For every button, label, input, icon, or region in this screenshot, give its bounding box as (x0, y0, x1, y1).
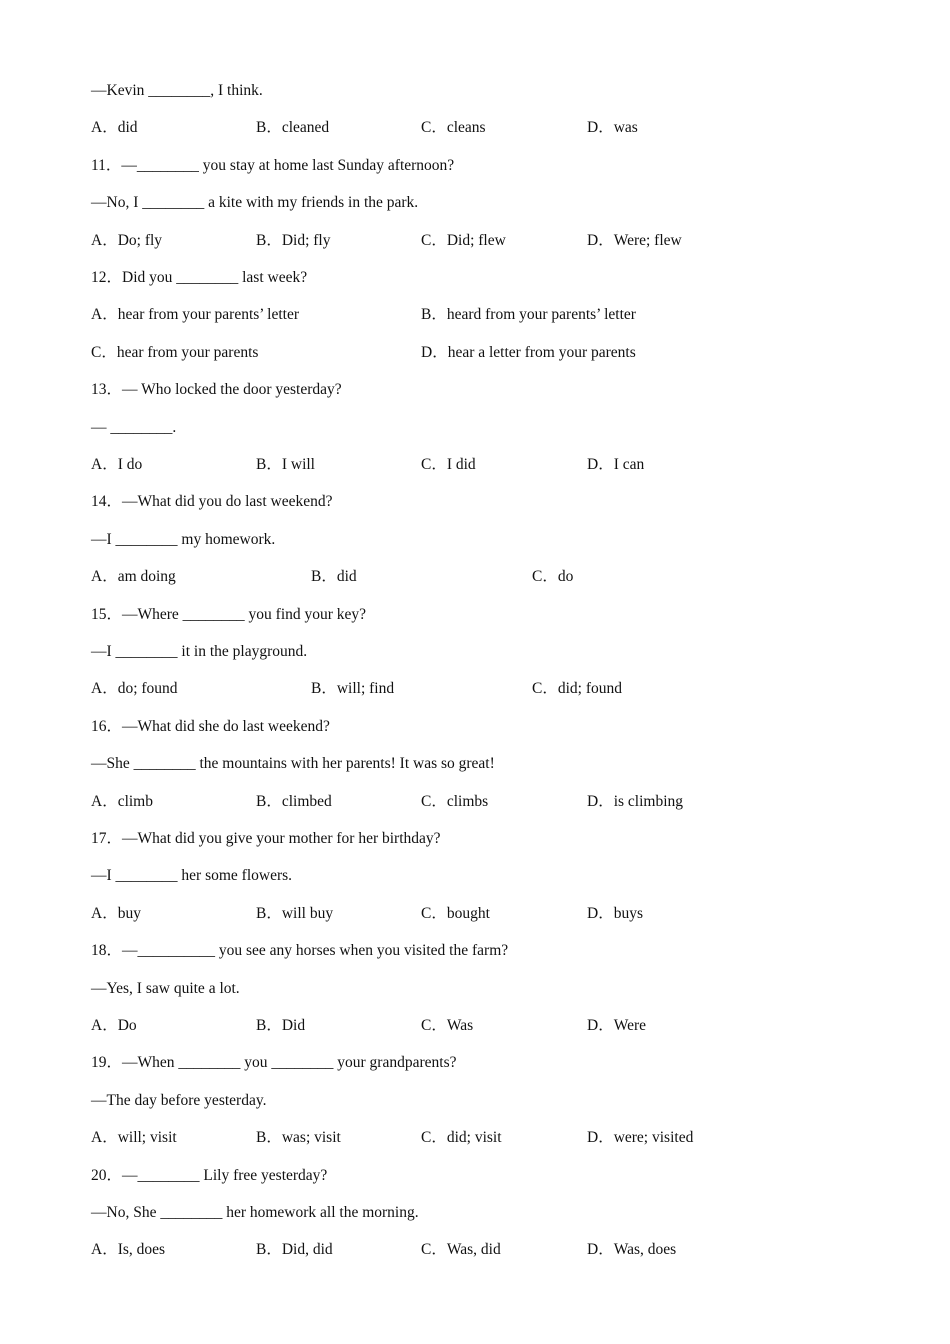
answer-option: C．did; found (532, 680, 622, 698)
options-row (91, 453, 851, 477)
answer-option: D．buys (587, 904, 643, 922)
question-line: —Kevin ________, I think. (91, 82, 263, 99)
question-line: 19．—When ________ you ________ your grandparents? (91, 1054, 457, 1072)
answer-option: C．Did; flew (421, 231, 506, 249)
options-row (91, 1126, 851, 1150)
answer-option: A．buy (91, 904, 141, 922)
answer-option: A．hear from your parents’ letter (91, 306, 300, 324)
question-line: 14．—What did you do last weekend? (91, 493, 333, 511)
answer-option: A．will; visit (91, 1129, 177, 1147)
answer-option: D．Were; flew (587, 231, 682, 249)
question-line: —I ________ my homework. (91, 530, 276, 548)
answer-option: B．Did; fly (256, 231, 331, 249)
question-line: —I ________ it in the playground. (91, 643, 308, 660)
options-row (91, 565, 851, 589)
answer-option: D．were; visited (587, 1129, 694, 1147)
answer-option: D．was (587, 119, 638, 137)
answer-option: C．Was, did (421, 1241, 501, 1259)
question-line: —She ________ the mountains with her parents! It was so great! (91, 755, 495, 773)
question-line: 16．—What did she do last weekend? (91, 717, 330, 735)
answer-option: C．cleans (421, 119, 486, 137)
answer-option: D．hear a letter from your parents (421, 343, 636, 361)
options-row (91, 303, 851, 327)
answer-option: B．heard from your parents’ letter (421, 306, 636, 324)
question-line: 20．—________ Lily free yesterday? (91, 1166, 328, 1184)
answer-option: A．I do (91, 456, 143, 473)
answer-option: C．did; visit (421, 1129, 502, 1147)
answer-option: B．Did (256, 1017, 306, 1034)
answer-option: A．Is, does (91, 1241, 166, 1259)
answer-option: C．I did (421, 456, 476, 473)
options-row (91, 677, 851, 701)
options-row (91, 1238, 851, 1262)
question-line: —No, She ________ her homework all the morning. (91, 1204, 419, 1221)
options-row (91, 229, 851, 253)
answer-option: D．Were (587, 1017, 647, 1034)
answer-option: B．was; visit (256, 1129, 341, 1147)
answer-option: C．climbs (421, 792, 489, 810)
answer-option: A．am doing (91, 568, 176, 586)
question-line: 18．—__________ you see any horses when you visited the farm? (91, 942, 509, 960)
answer-option: A．Do (91, 1017, 137, 1034)
answer-option: B．climbed (256, 792, 332, 810)
options-row (91, 902, 851, 926)
question-line: —The day before yesterday. (91, 1091, 267, 1109)
question-line: 15．—Where ________ you find your key? (91, 605, 367, 623)
answer-option: C．Was (421, 1017, 474, 1034)
answer-option: D．is climbing (587, 792, 684, 810)
options-row (91, 116, 851, 140)
answer-option: C．do (532, 568, 574, 586)
question-line: 12．Did you ________ last week? (91, 269, 308, 286)
answer-option: B．will; find (311, 680, 395, 698)
answer-option: C．bought (421, 904, 490, 922)
question-line: —I ________ her some flowers. (91, 867, 293, 885)
options-row (91, 790, 851, 814)
answer-option: B．will buy (256, 904, 334, 922)
answer-option: A．climb (91, 792, 153, 810)
answer-option: B．I will (256, 456, 315, 473)
answer-option: D．I can (587, 456, 645, 473)
question-line: — ________. (91, 418, 177, 436)
answer-option: C．hear from your parents (91, 343, 259, 361)
answer-option: D．Was, does (587, 1241, 677, 1259)
answer-option: B．did (311, 568, 357, 586)
options-row (91, 1014, 851, 1038)
question-line: —Yes, I saw quite a lot. (91, 979, 240, 997)
question-line: 17．—What did you give your mother for her birthday? (91, 830, 441, 847)
question-line: —No, I ________ a kite with my friends in the park. (91, 194, 419, 212)
options-row (91, 341, 851, 365)
answer-option: A．did (91, 119, 138, 137)
answer-option: B．Did, did (256, 1241, 333, 1259)
question-line: 11．—________ you stay at home last Sunday afternoon? (91, 156, 455, 174)
answer-option: B．cleaned (256, 119, 330, 137)
question-line: 13．— Who locked the door yesterday? (91, 381, 342, 399)
answer-option: A．Do; fly (91, 231, 163, 249)
answer-option: A．do; found (91, 680, 178, 698)
